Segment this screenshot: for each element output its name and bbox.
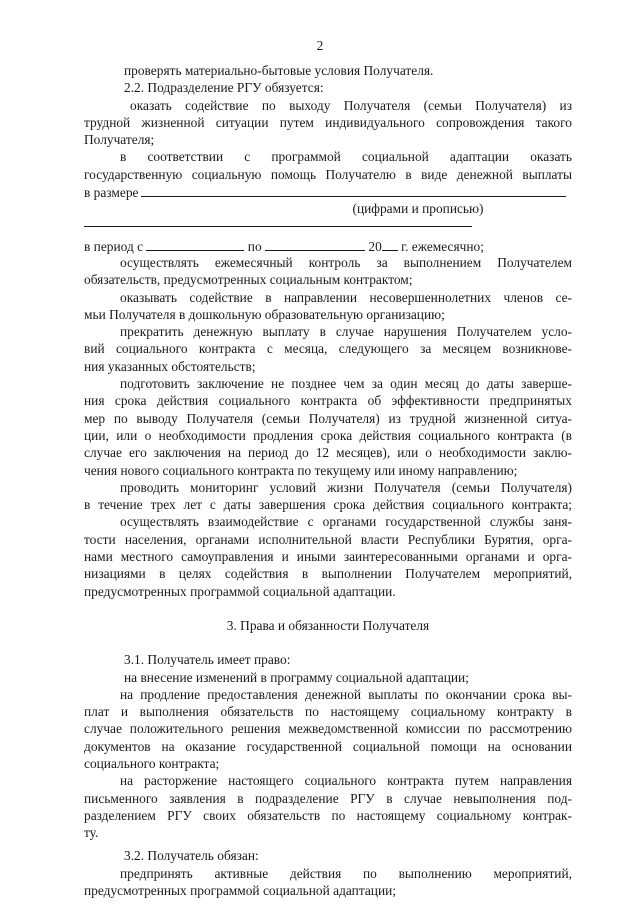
text-line: ту. bbox=[84, 825, 99, 841]
text-line: оказать содействие по выходу Получателя (семьи Получателя) из bbox=[130, 97, 572, 113]
text-line: мьи Получателя в дошкольную образовательную организацию; bbox=[84, 306, 445, 322]
text-line: чения нового социального контракта по текущему или иному направлению; bbox=[84, 462, 518, 478]
text-line: предусмотренных программой социальной адаптации. bbox=[84, 583, 396, 599]
text-line: документов на оказание государственной социальной помощи на основании bbox=[84, 738, 572, 754]
year-blank bbox=[382, 237, 398, 251]
text-line: мер по выводу Получателя (семьи Получателя) из трудной жизненной ситуа- bbox=[84, 410, 572, 426]
text-line: низациями в целях содействия в выполнении Получателем мероприятий, bbox=[84, 566, 572, 582]
text-line: вий социального контракта с месяца, следующего за месяцем возникнове- bbox=[84, 341, 572, 357]
year-prefix: 20 bbox=[368, 238, 382, 254]
period-suffix: г. ежемесячно; bbox=[401, 238, 484, 254]
text-line: обязательств, предусмотренных социальным контрактом; bbox=[84, 272, 413, 288]
text-line: нами местного самоуправления и иными заинтересованными органами и орга- bbox=[84, 549, 572, 565]
text-line: ния указанных обстоятельств; bbox=[84, 358, 256, 374]
text-line: в течение трех лет с даты завершения срока действия социального контракта; bbox=[84, 497, 572, 513]
text-line: социального контракта; bbox=[84, 755, 220, 771]
text-line: проводить мониторинг условий жизни Получателя (семьи Получателя) bbox=[120, 479, 572, 495]
text-line: на внесение изменений в программу социальной адаптации; bbox=[124, 669, 469, 685]
section-heading: 3. Права и обязанности Получателя bbox=[226, 617, 430, 633]
text-line: предусмотренных программой социальной адаптации; bbox=[84, 883, 397, 899]
text-line: прекратить денежную выплату в случае нарушения Получателем усло- bbox=[120, 324, 572, 340]
amount-hint bbox=[84, 200, 572, 217]
text-line: подготовить заключение не позднее чем за один месяц до даты заверше- bbox=[120, 376, 572, 392]
text-line: плат и выполнения обязательств по настоящему социальному контракту в bbox=[84, 704, 572, 720]
text-line: тости населения, органами исполнительной власти Республики Бурятия, орга- bbox=[84, 531, 572, 547]
text-line: осуществлять взаимодействие с органами государственной службы заня- bbox=[120, 514, 572, 530]
text-line: на продление предоставления денежной выплаты по окончании срока вы- bbox=[120, 686, 572, 702]
text-line: оказывать содействие в направлении несовершеннолетних членов се- bbox=[120, 289, 572, 305]
amount-hint-text: (цифрами и прописью) bbox=[352, 201, 484, 217]
text-line: ции, или о необходимости продления срока действия социального контракта (в bbox=[84, 427, 572, 443]
period-from-blank bbox=[146, 237, 244, 251]
text-line: государственную социальную помощь Получателю в виде денежной выплаты bbox=[84, 166, 572, 182]
text-line: предпринять активные действия по выполнению мероприятий, bbox=[120, 865, 572, 881]
amount-blank bbox=[141, 183, 566, 197]
text-line: проверять материально-бытовые условия Получателя. bbox=[124, 63, 434, 78]
blank-rule bbox=[84, 218, 472, 227]
text-line: в соответствии с программой социальной адаптации оказать bbox=[120, 149, 572, 165]
clause-heading: 3.1. Получатель имеет право: bbox=[124, 652, 291, 668]
period-to-blank bbox=[265, 237, 365, 251]
text-line: письменного заявления в подразделение РГУ в случае невыполнения под- bbox=[84, 790, 572, 806]
text-line: случае его заключения на период до 12 месяцев), или о необходимости заклю- bbox=[84, 445, 572, 461]
text-line: разделением РГУ своих обязательств по настоящему социальному контрак- bbox=[84, 807, 572, 823]
text-line: случае положительного решения межведомственной комиссии по рассмотрению bbox=[84, 721, 572, 737]
period-line bbox=[84, 237, 572, 254]
clause-heading: 3.2. Получатель обязан: bbox=[124, 848, 259, 864]
document-body bbox=[84, 62, 572, 899]
clause-heading: 2.2. Подразделение РГУ обязуется: bbox=[124, 80, 324, 96]
amount-line bbox=[84, 183, 572, 200]
period-from-label: в период с bbox=[84, 238, 144, 254]
page-number: 2 bbox=[316, 38, 324, 53]
text-line: осуществлять ежемесячный контроль за выполнением Получателем bbox=[120, 254, 572, 270]
amount-label: в размере bbox=[84, 185, 139, 201]
text-line: трудной жизненной ситуации путем индивидуального сопровождения такого bbox=[84, 114, 572, 130]
period-to-label: по bbox=[247, 238, 262, 254]
text-line: ния срока действия социального контракта об эффективности предпринятых bbox=[84, 393, 572, 409]
text-line: Получателя; bbox=[84, 132, 155, 148]
text-line: на расторжение настоящего социального контракта путем направления bbox=[120, 773, 572, 789]
